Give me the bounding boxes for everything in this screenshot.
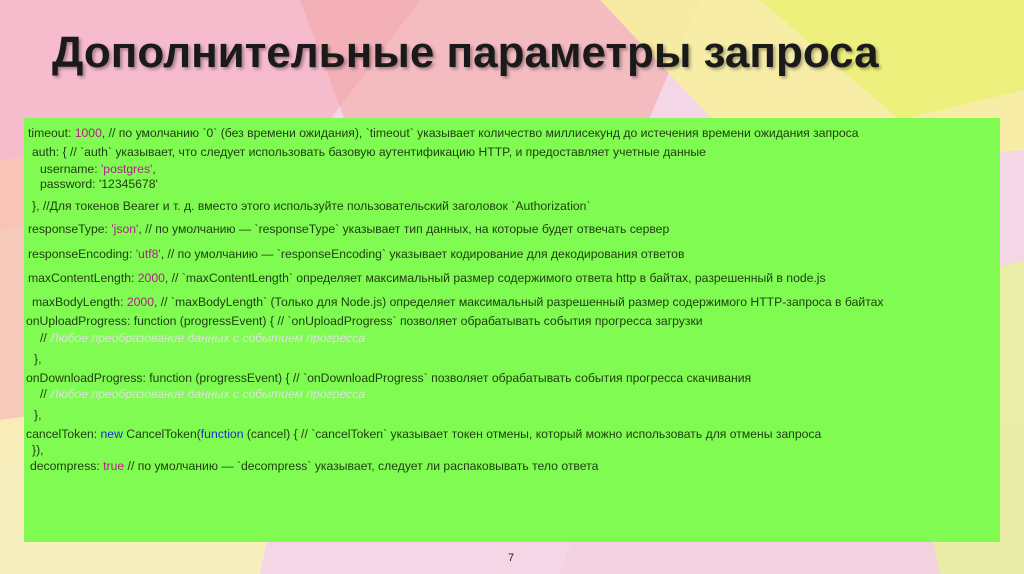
code-line-cancelToken: [26, 427, 821, 442]
code-comment: , // по умолчанию `0` (без времени ожидания), `timeout` указывает количество миллисекунд до истечения времени ожидания запроса: [101, 126, 859, 140]
code-comment: //: [40, 387, 51, 401]
code-line-onUpload-close: [34, 352, 41, 367]
code-line-maxBodyLength: [32, 295, 884, 310]
code-key: username:: [40, 162, 101, 176]
code-line-username: [40, 162, 156, 177]
code-key: maxContentLength:: [28, 271, 138, 285]
code-line-onDownload-comment: [40, 387, 365, 402]
code-text: },: [34, 352, 42, 366]
code-keyword: function: [200, 427, 244, 441]
code-punct: ,: [152, 162, 156, 176]
code-string: '12345678': [98, 177, 158, 191]
code-text: onDownloadProgress: function (progressEvent) { // `onDownloadProgress` позволяет обрабатывать события прогресса скачивания: [26, 371, 752, 385]
code-number: 2000: [137, 271, 165, 285]
code-line-decompress: [30, 459, 598, 474]
code-line-maxContentLength: [28, 271, 826, 286]
code-line-onUpload-comment: [40, 331, 365, 346]
code-comment-italic: Любое преобразование данных с событием прогресса: [50, 331, 366, 345]
code-line-auth: [32, 145, 706, 160]
code-number: 2000: [126, 295, 154, 309]
page-number: 7: [508, 552, 515, 564]
code-text: auth: { // `auth` указывает, что следует использовать базовую аутентификацию HTTP, и предоставляет учетные данные: [32, 145, 706, 159]
code-line-onDownload-close: [34, 408, 41, 423]
code-comment: , // `maxBodyLength` (Только для Node.js) определяет максимальный разрешенный размер содержимого HTTP-запроса в байтах: [153, 295, 884, 309]
code-string: 'json': [111, 222, 139, 236]
code-key: password:: [40, 177, 99, 191]
code-key: responseType:: [28, 222, 112, 236]
code-keyword: new: [100, 427, 123, 441]
code-line-cancelToken-close: [32, 443, 44, 458]
code-text: CancelToken(: [122, 427, 201, 441]
code-text: },: [34, 408, 42, 422]
code-number: 1000: [74, 126, 102, 140]
code-string: 'utf8': [135, 247, 161, 261]
code-line-timeout: [28, 126, 859, 141]
code-key: maxBodyLength:: [32, 295, 127, 309]
code-key: decompress:: [30, 459, 104, 473]
code-boolean: true: [103, 459, 125, 473]
code-text: onUploadProgress: function (progressEvent) { // `onUploadProgress` позволяет обрабатывать события прогресса загрузки: [26, 314, 703, 328]
code-line-onUploadProgress: [26, 314, 703, 329]
code-comment: //: [40, 331, 51, 345]
code-comment: , // по умолчанию — `responseType` указывает тип данных, на которые будет отвечать сервер: [138, 222, 670, 236]
code-key: cancelToken:: [26, 427, 101, 441]
code-key: responseEncoding:: [28, 247, 136, 261]
page-title: Дополнительные параметры запроса: [52, 28, 879, 77]
code-comment: , // по умолчанию — `responseEncoding` указывает кодирование для декодирования ответов: [160, 247, 685, 261]
code-key: timeout:: [28, 126, 75, 140]
code-comment: , // `maxContentLength` определяет максимальный размер содержимого ответа http в байтах, разрешенный в node.js: [164, 271, 826, 285]
code-line-responseType: [28, 222, 669, 237]
code-block: [24, 118, 1000, 542]
code-line-auth-close: [32, 199, 591, 214]
code-text: }),: [32, 443, 44, 457]
code-text: (cancel) { // `cancelToken` указывает токен отмены, который можно использовать для отмены запроса: [243, 427, 822, 441]
code-comment-italic: Любое преобразование данных с событием прогресса: [50, 387, 366, 401]
code-line-password: [40, 177, 158, 192]
code-line-responseEncoding: [28, 247, 684, 262]
code-string: 'postgres': [100, 162, 153, 176]
code-comment: // по умолчанию — `decompress` указывает, следует ли распаковывать тело ответа: [124, 459, 599, 473]
code-line-onDownloadProgress: [26, 371, 751, 386]
code-text: }, //Для токенов Bearer и т. д. вместо этого используйте пользовательский заголовок `Authorization`: [32, 199, 591, 213]
